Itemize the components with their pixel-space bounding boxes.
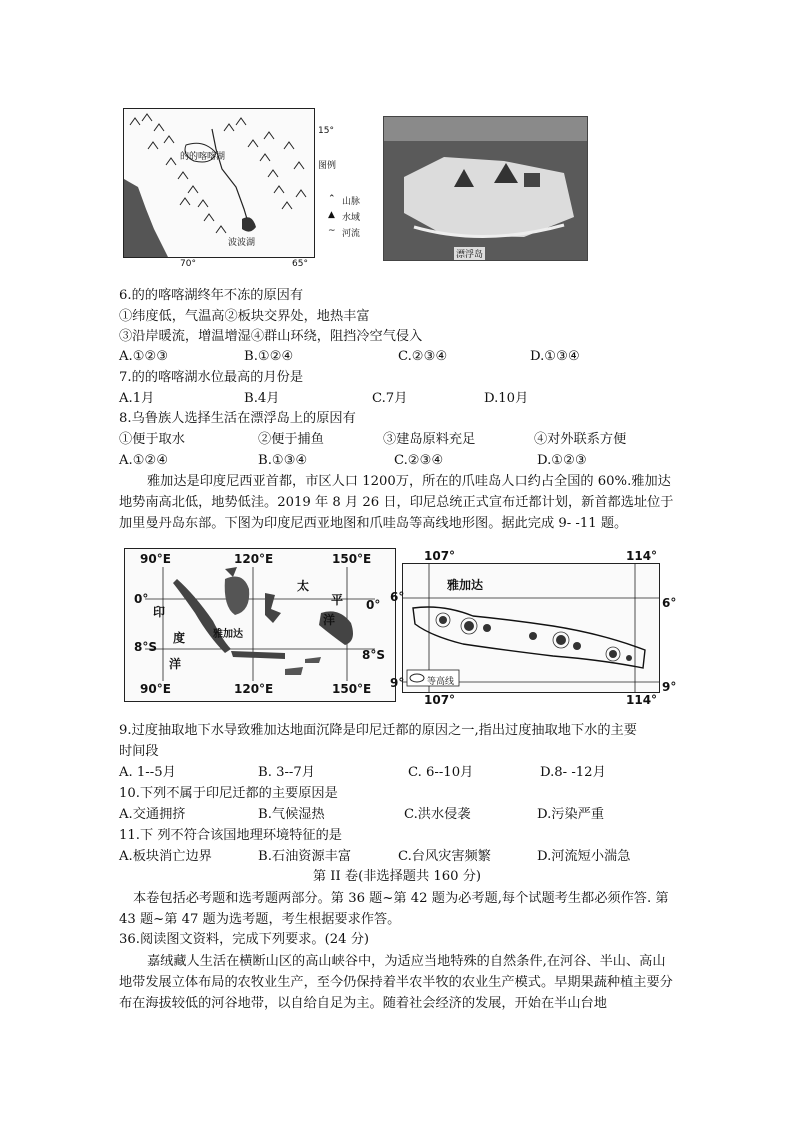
- indonesia-map-drawing: [125, 549, 395, 701]
- q7-option-a[interactable]: A.1月: [119, 391, 155, 406]
- q6-option-b[interactable]: B.①②④: [244, 349, 294, 364]
- lon-114-top: 114°: [626, 549, 658, 563]
- q10-option-b[interactable]: B.气候湿热: [258, 807, 325, 822]
- java-contour-map-drawing: [403, 564, 659, 692]
- q9-stem-cont: 时间段: [119, 744, 159, 759]
- jakarta-intro: 雅加达是印度尼西亚首都，市区人口 1200万，所在的爪哇岛人口约占全国的 60%.雅加达地势南高北低，地势低洼。2019 年 8 月 26 日，印尼总统正式宣布迁都计划，新首都选址位于加里曼丹岛东部。下图为印度尼西亚地图和爪哇岛等高线地形图。据此完成 9- -11 题。: [119, 474, 674, 531]
- q8-item-3: ③建岛原料充足: [383, 432, 476, 447]
- q9-option-a[interactable]: A. 1--5月: [119, 765, 176, 780]
- lon-150-top: 150°E: [332, 552, 372, 566]
- q7-option-b[interactable]: B.4月: [244, 391, 280, 406]
- java-contour-map: [402, 563, 660, 693]
- q11-stem: 11.下 列不符合该国地理环境特征的是: [119, 828, 342, 843]
- part2-title: 第 II 卷(非选择题共 160 分): [312, 869, 482, 884]
- q10-option-d[interactable]: D.污染严重: [537, 807, 605, 822]
- lat-0-right: 0°: [366, 598, 381, 612]
- q6-option-c[interactable]: C.②③④: [398, 349, 448, 364]
- titicaca-map: [123, 108, 315, 258]
- jakarta-label-left: 雅加达: [213, 629, 243, 640]
- q6-line2: ③沿岸暖流，增温增湿④群山环绕，阻挡冷空气侵入: [119, 329, 423, 344]
- q7-option-d[interactable]: D.10月: [484, 391, 529, 406]
- titicaca-map-drawing: [124, 109, 314, 257]
- ocean-du: 度: [173, 631, 186, 645]
- ocean-ping: 平: [331, 593, 344, 607]
- ocean-yang-indian: 洋: [169, 657, 182, 671]
- lon-120-bottom: 120°E: [234, 682, 274, 696]
- legend-title: 图例: [318, 161, 337, 171]
- lon-150-bottom: 150°E: [332, 682, 372, 696]
- lat-8s-left: 8°S: [134, 640, 157, 654]
- lat-9-left: 9°: [390, 676, 405, 690]
- floating-island-photo: [383, 116, 588, 261]
- q36-stem: 36.阅读图文资料，完成下列要求。(24 分): [119, 932, 370, 947]
- lon-65-label: 65°: [292, 259, 308, 269]
- map-legend: [318, 158, 372, 238]
- q8-item-1: ①便于取水: [119, 432, 185, 447]
- q11-option-d[interactable]: D.河流短小湍急: [537, 849, 631, 864]
- q6-line1: ①纬度低，气温高②板块交界处，地热丰富: [119, 309, 370, 324]
- river-legend-icon: ~: [328, 226, 336, 236]
- q9-option-d[interactable]: D.8- -12月: [540, 765, 606, 780]
- water-legend-icon: ▲: [328, 210, 335, 220]
- q11-option-b[interactable]: B.石油资源丰富: [258, 849, 352, 864]
- q7-option-c[interactable]: C.7月: [372, 391, 408, 406]
- lon-114-bottom: 114°: [626, 693, 658, 707]
- lat-8s-right: 8°S: [362, 648, 385, 662]
- q8-option-a[interactable]: A.①②④: [119, 453, 169, 468]
- q10-option-c[interactable]: C.洪水侵袭: [404, 807, 471, 822]
- lat-15-label: 15°: [318, 126, 334, 136]
- legend-river: 河流: [342, 229, 361, 239]
- q8-item-2: ②便于捕鱼: [258, 432, 324, 447]
- indonesia-map: [124, 548, 396, 702]
- q36-paragraph: 嘉绒藏人生活在横断山区的高山峡谷中，为适应当地特殊的自然条件,在河谷、半山、高山地带发展立体布局的农牧业生产，至今仍保持着半农半牧的农业生产模式。早期果蔬种植主要分布在海拔较低的河谷地带，以自给自足为主。随着社会经济的发展，开始在半山台地: [119, 954, 673, 1011]
- legend-mountain: 山脉: [342, 197, 361, 207]
- photo-caption: 漂浮岛: [454, 247, 485, 260]
- lat-6-right: 6°: [662, 596, 677, 610]
- q11-option-c[interactable]: C.台风灾害频繁: [398, 849, 491, 864]
- q8-item-4: ④对外联系方便: [534, 432, 627, 447]
- ocean-yang-pacific: 洋: [323, 613, 336, 627]
- q6-stem: 6.的的喀喀湖终年不冻的原因有: [119, 288, 304, 303]
- q10-option-a[interactable]: A.交通拥挤: [119, 807, 186, 822]
- lake-label-bottom: 波波湖: [228, 238, 256, 248]
- lat-6-left: 6°: [390, 590, 405, 604]
- q8-stem: 8.乌鲁族人选择生活在漂浮岛上的原因有: [119, 411, 356, 426]
- lon-107-top: 107°: [424, 549, 456, 563]
- ocean-tai: 太: [297, 579, 310, 593]
- q7-stem: 7.的的喀喀湖水位最高的月份是: [119, 370, 304, 385]
- mountain-legend-icon: ⌃: [328, 194, 336, 204]
- legend-water: 水域: [342, 213, 361, 223]
- q6-option-d[interactable]: D.①③④: [530, 349, 580, 364]
- ocean-yin: 印: [153, 605, 166, 619]
- lon-90-top: 90°E: [140, 552, 171, 566]
- floating-island-photo-drawing: [384, 117, 587, 260]
- lon-107-bottom: 107°: [424, 693, 456, 707]
- jakarta-label-right: 雅加达: [447, 578, 484, 592]
- contour-legend: 等高线: [427, 677, 455, 687]
- q8-option-b[interactable]: B.①③④: [258, 453, 308, 468]
- lat-0-left: 0°: [134, 592, 149, 606]
- q8-option-c[interactable]: C.②③④: [394, 453, 444, 468]
- q11-option-a[interactable]: A.板块消亡边界: [119, 849, 212, 864]
- lon-120-top: 120°E: [234, 552, 274, 566]
- q9-option-c[interactable]: C. 6--10月: [408, 765, 474, 780]
- q10-stem: 10.下列不属于印尼迁都的主要原因是: [119, 786, 338, 801]
- lat-9-right: 9°: [662, 680, 677, 694]
- lon-70-label: 70°: [180, 259, 196, 269]
- q9-stem: 9.过度抽取地下水导致雅加达地面沉降是印尼迁都的原因之一,指出过度抽取地下水的主要: [119, 723, 637, 738]
- part2-note: 本卷包括必考题和选考题两部分。第 36 题~第 42 题为必考题,每个试题考生都必须作答. 第 43 题~第 47 题为选考题，考生根据要求作答。: [119, 891, 669, 927]
- lon-90-bottom: 90°E: [140, 682, 171, 696]
- q6-option-a[interactable]: A.①②③: [119, 349, 169, 364]
- lake-label-top: 的的喀喀湖: [180, 152, 226, 162]
- q8-option-d[interactable]: D.①②③: [537, 453, 587, 468]
- q9-option-b[interactable]: B. 3--7月: [258, 765, 315, 780]
